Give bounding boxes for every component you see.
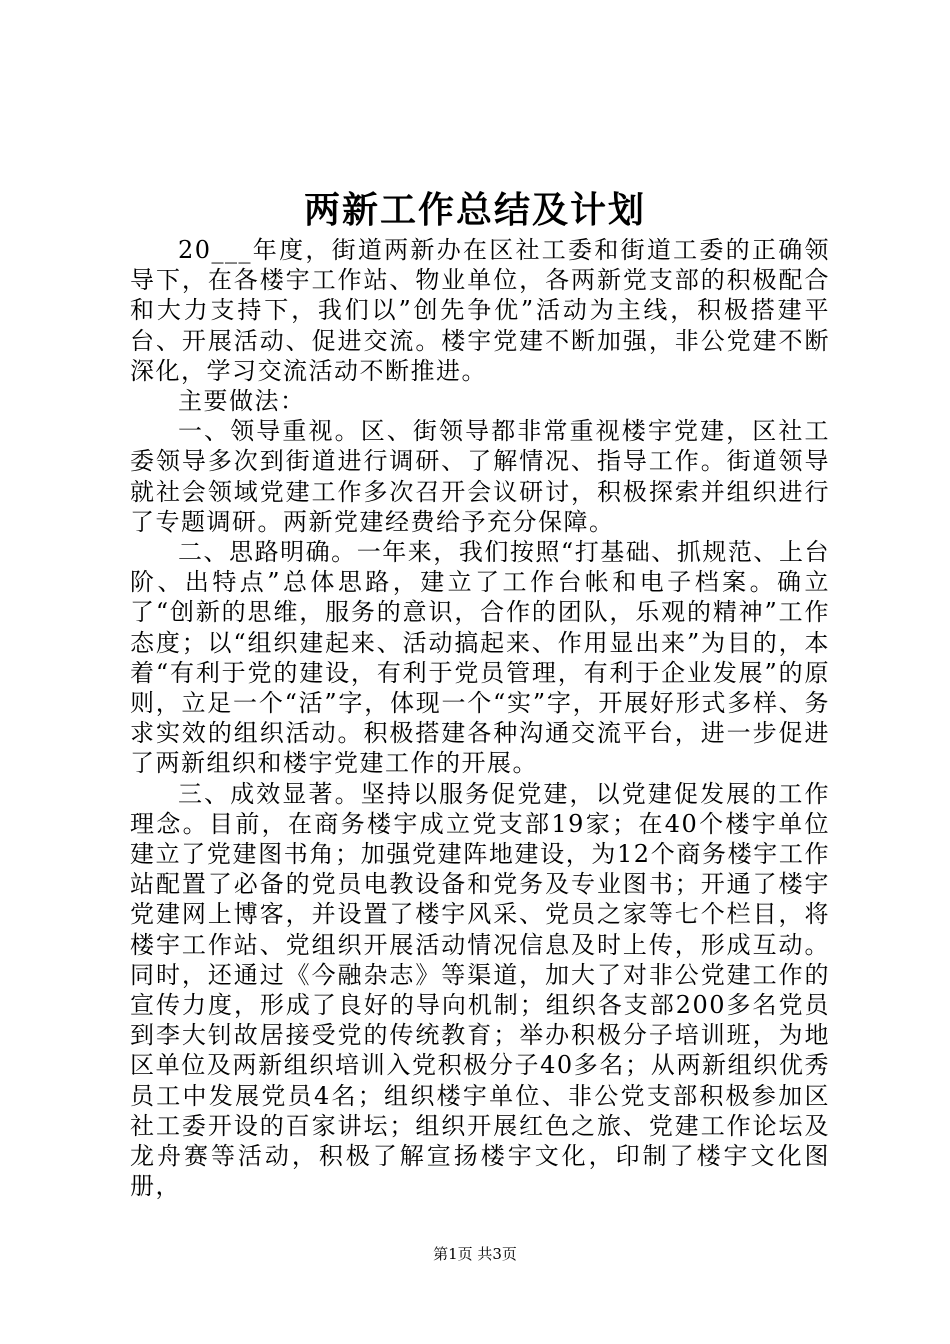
document-title: 两新工作总结及计划 [303, 189, 646, 231]
paragraph-clear-thinking: 二、思路明确。一年来，我们按照“打基础、抓规范、上台阶、出特点”总体思路，建立了工作台帐和电子档案。确立了“创新的思维，服务的意识，合作的团队，乐观的精神”工作态度；以“组织建起来、活动搞起来、作用显出来”为目的，本着“有利于党的建设，有利于党员管理，有利于企业发展”的原则，立足一个“活”字，体现一个“实”字，开展好形式多样、务求实效的组织活动。积极搭建各种沟通交流平台，进一步促进了两新组织和楼宇党建工作的开展。 [130, 538, 830, 778]
page-footer: 第1页 共3页 [433, 1245, 517, 1263]
paragraph-results: 三、成效显著。坚持以服务促党建，以党建促发展的工作理念。目前，在商务楼宇成立党支部19家；在40个楼宇单位建立了党建图书角；加强党建阵地建设，为12个商务楼宇工作站配置了必备的党员电教设备和党务及专业图书；开通了楼宇党建网上博客，并设置了楼宇风采、党员之家等七个栏目，将楼宇工作站、党组织开展活动情况信息及时上传，形成互动。同时，还通过《今融杂志》等渠道，加大了对非公党建工作的宣传力度，形成了良好的导向机制；组织各支部200多名党员到李大钊故居接受党的传统教育；举办积极分子培训班，为地区单位及两新组织培训入党积极分子40多名；从两新组织优秀员工中发展党员4名；组织楼宇单位、非公党支部积极参加区社工委开设的百家讲坛；组织开展红色之旅、党建工作论坛及龙舟赛等活动，积极了解宣扬楼宇文化，印制了楼宇文化图册， [130, 779, 830, 1201]
paragraph-leadership: 一、领导重视。区、街领导都非常重视楼宇党建，区社工委领导多次到街道进行调研、了解情况、指导工作。街道领导就社会领域党建工作多次召开会议研讨，积极探索并组织进行了专题调研。两新党建经费给予充分保障。 [130, 417, 830, 536]
document-body [130, 235, 830, 1202]
section-heading-main-practices: 主要做法： [178, 387, 306, 416]
intro-paragraph: 20___年度，街道两新办在区社工委和街道工委的正确领导下，在各楼宇工作站、物业单位，各两新党支部的积极配合和大力支持下，我们以”创先争优”活动为主线，积极搭建平台、开展活动、促进交流。楼宇党建不断加强，非公党建不断深化，学习交流活动不断推进。 [130, 236, 830, 385]
